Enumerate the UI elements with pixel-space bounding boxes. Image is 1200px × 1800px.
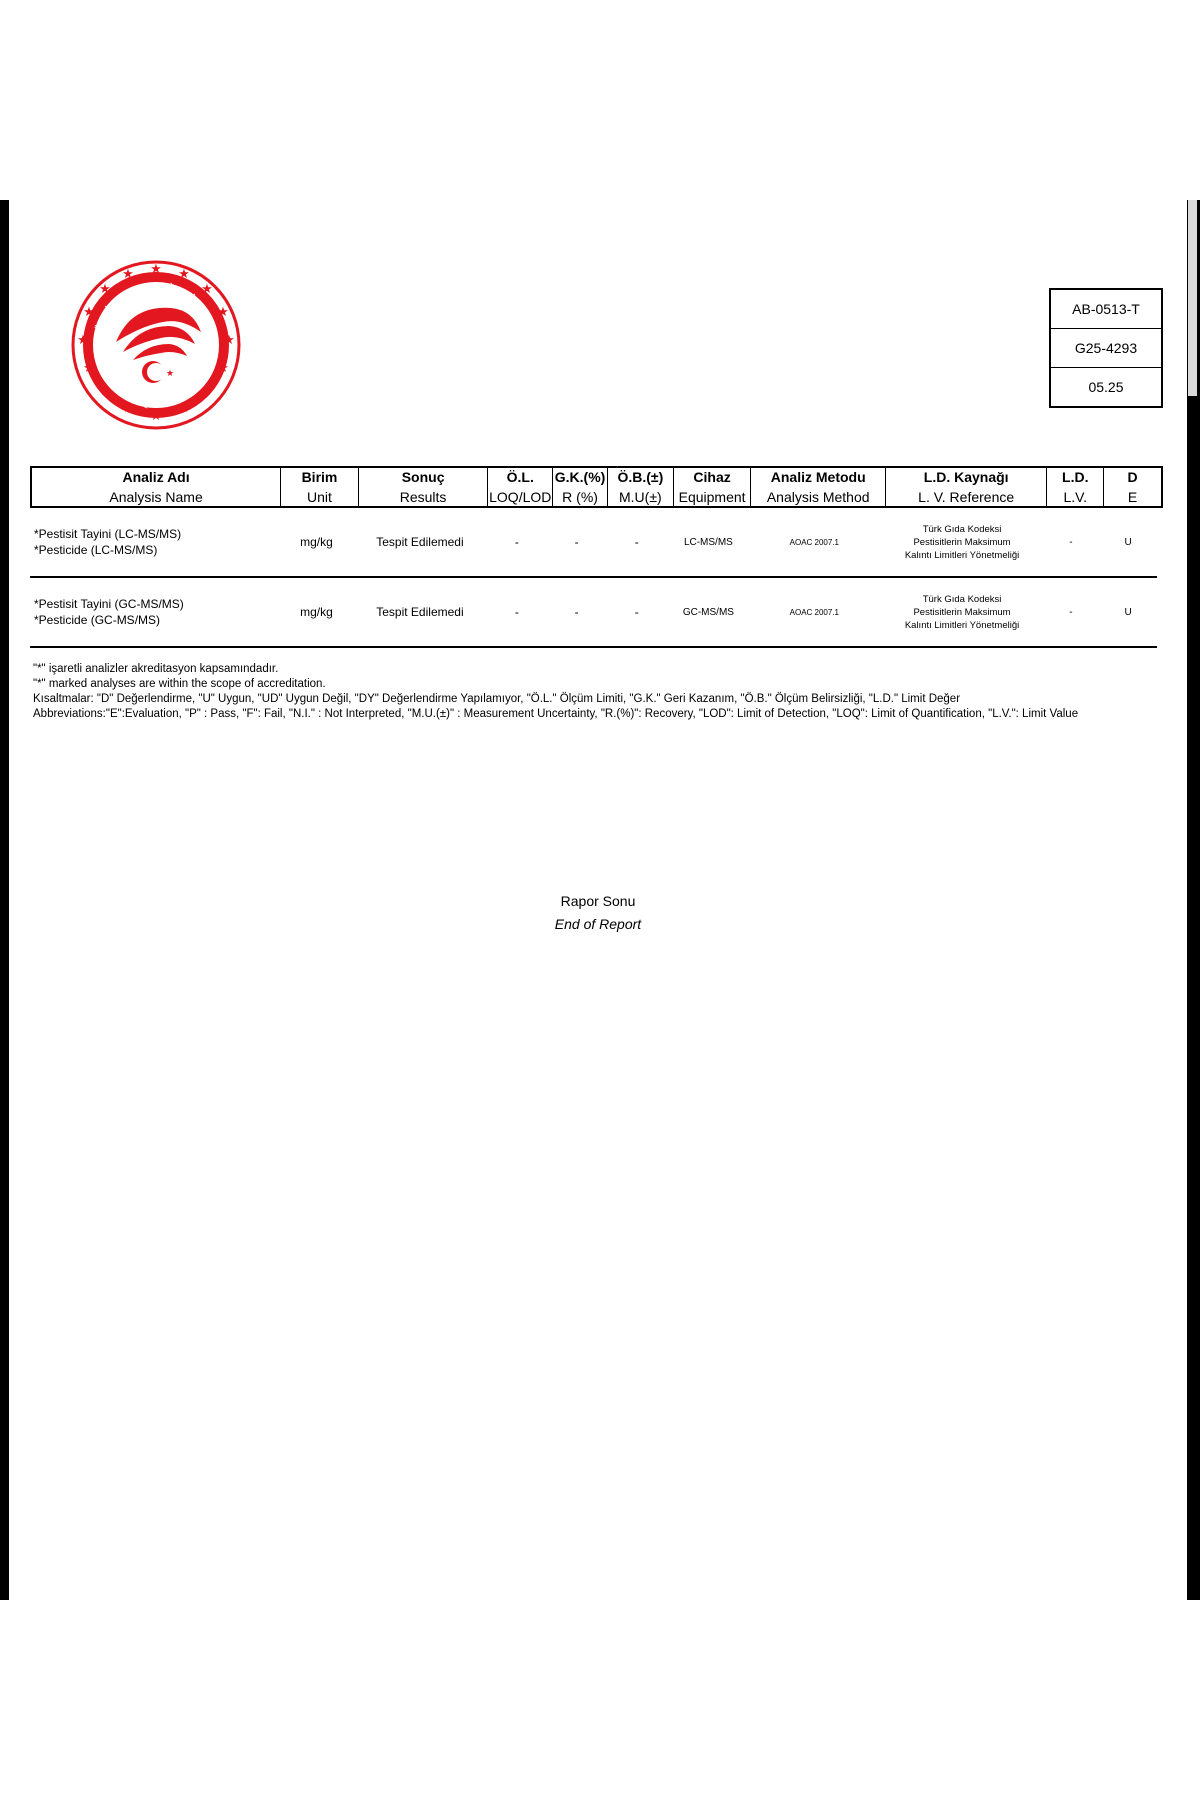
svg-text:★: ★ bbox=[77, 333, 89, 348]
table-header bbox=[30, 466, 1163, 508]
limit-reference-cell: Türk Gıda Kodeksi Pestisitlerin Maksimum Kalıntı Limitleri Yönetmeliği bbox=[904, 523, 1020, 561]
footnotes bbox=[33, 662, 1173, 722]
end-of-report-en: End of Report bbox=[554, 916, 642, 932]
limit-value-cell: - bbox=[1069, 606, 1073, 618]
svg-text:★: ★ bbox=[166, 369, 175, 379]
uncertainty-cell: - bbox=[634, 605, 639, 619]
accreditation-note-en: "*" marked analyses are within the scope of accreditation. bbox=[33, 678, 326, 690]
accreditation-note-tr: "*" işaretli analizler akreditasyon kapsamındadır. bbox=[33, 663, 279, 675]
result-cell: Tespit Edilemedi bbox=[376, 535, 464, 549]
left-border bbox=[0, 200, 9, 1600]
table-row bbox=[30, 578, 1157, 648]
svg-text:★: ★ bbox=[99, 384, 111, 399]
loq-cell: - bbox=[514, 605, 519, 619]
header-uncertainty: Ö.B.(±) M.U(±) bbox=[607, 468, 673, 506]
header-recovery: G.K.(%) R (%) bbox=[552, 468, 607, 506]
svg-text:★: ★ bbox=[150, 262, 162, 277]
right-border bbox=[1187, 200, 1200, 1600]
table-row bbox=[30, 508, 1157, 578]
report-page bbox=[9, 200, 1187, 1600]
equipment-cell: LC-MS/MS bbox=[683, 536, 733, 548]
header-limit-value: L.D. L.V. bbox=[1046, 468, 1103, 506]
header-unit: Birim Unit bbox=[280, 468, 358, 506]
header-equipment: Cihaz Equipment bbox=[673, 468, 751, 506]
svg-text:★: ★ bbox=[178, 267, 190, 282]
unit-cell: mg/kg bbox=[300, 535, 333, 549]
evaluation-cell: U bbox=[1124, 606, 1132, 618]
svg-text:★: ★ bbox=[178, 401, 190, 416]
abbreviations-tr: Kısaltmalar: "D" Değerlendirme, "U" Uygun, "UD" Uygun Değil, "DY" Değerlendirme Yapılamıyor, "Ö.L." Ölçüm Limiti, "G.K." Geri Kazanım, "Ö.B." Ölçüm Belirsizliği, "L.D." Limit Değer bbox=[33, 693, 961, 705]
header-evaluation: D E bbox=[1103, 468, 1161, 506]
loq-cell: - bbox=[514, 535, 519, 549]
svg-text:★: ★ bbox=[223, 333, 235, 348]
svg-text:★: ★ bbox=[217, 361, 229, 376]
result-cell: Tespit Edilemedi bbox=[376, 605, 464, 619]
svg-text:★: ★ bbox=[122, 401, 134, 416]
svg-text:★: ★ bbox=[122, 267, 134, 282]
equipment-cell: GC-MS/MS bbox=[682, 606, 734, 618]
scrollbar[interactable] bbox=[1188, 200, 1197, 396]
header-results: Sonuç Results bbox=[358, 468, 488, 506]
svg-text:★: ★ bbox=[83, 361, 95, 376]
header-analysis-name: Analiz Adı Analysis Name bbox=[109, 469, 203, 505]
limit-reference-cell: Türk Gıda Kodeksi Pestisitlerin Maksimum Kalıntı Limitleri Yönetmeliği bbox=[904, 593, 1020, 631]
svg-text:★: ★ bbox=[99, 282, 111, 297]
analysis-name-cell: *Pestisit Tayini (GC-MS/MS) *Pesticide (GC-MS/MS) bbox=[34, 597, 184, 627]
reference-box bbox=[1049, 288, 1163, 408]
report-number: G25-4293 bbox=[1051, 328, 1161, 367]
svg-text:TÜRKİYE CUMHURİYETİ TARIM VE O: TÜRKİYE CUMHURİYETİ TARIM VE ORMAN BAKANLIĞI bbox=[93, 281, 220, 409]
uncertainty-cell: - bbox=[634, 535, 639, 549]
end-of-report-tr: Rapor Sonu bbox=[560, 893, 636, 909]
svg-text:★: ★ bbox=[201, 384, 213, 399]
evaluation-cell: U bbox=[1124, 536, 1132, 548]
limit-value-cell: - bbox=[1069, 536, 1073, 548]
svg-text:★: ★ bbox=[83, 305, 95, 320]
analysis-name-cell: *Pestisit Tayini (LC-MS/MS) *Pesticide (LC-MS/MS) bbox=[34, 527, 182, 557]
ministry-logo bbox=[71, 260, 241, 430]
abbreviations-en: Abbreviations:"E":Evaluation, "P" : Pass, "F": Fail, "N.I." : Not Interpreted, "M.U.(±)" : Measurement Uncertainty, "R.(%)": Recovery, "LOD": Limit of Detection, "LOQ": Limit of Quantification, "L.V.": Limit Value bbox=[33, 708, 1079, 720]
end-of-report bbox=[9, 890, 1187, 936]
unit-cell: mg/kg bbox=[300, 605, 333, 619]
header-method: Analiz Metodu Analysis Method bbox=[750, 468, 885, 506]
method-cell: AOAC 2007.1 bbox=[789, 607, 840, 617]
results-table bbox=[30, 466, 1163, 648]
header-limit-reference: L.D. Kaynağı L. V. Reference bbox=[885, 468, 1046, 506]
svg-text:★: ★ bbox=[217, 305, 229, 320]
header-loq: Ö.L. LOQ/LOD bbox=[489, 469, 552, 505]
svg-text:★: ★ bbox=[150, 409, 162, 424]
svg-text:★: ★ bbox=[201, 282, 213, 297]
method-cell: AOAC 2007.1 bbox=[789, 537, 840, 547]
recovery-cell: - bbox=[574, 605, 579, 619]
report-date: 05.25 bbox=[1051, 367, 1161, 406]
recovery-cell: - bbox=[574, 535, 579, 549]
accreditation-number: AB-0513-T bbox=[1072, 301, 1140, 317]
